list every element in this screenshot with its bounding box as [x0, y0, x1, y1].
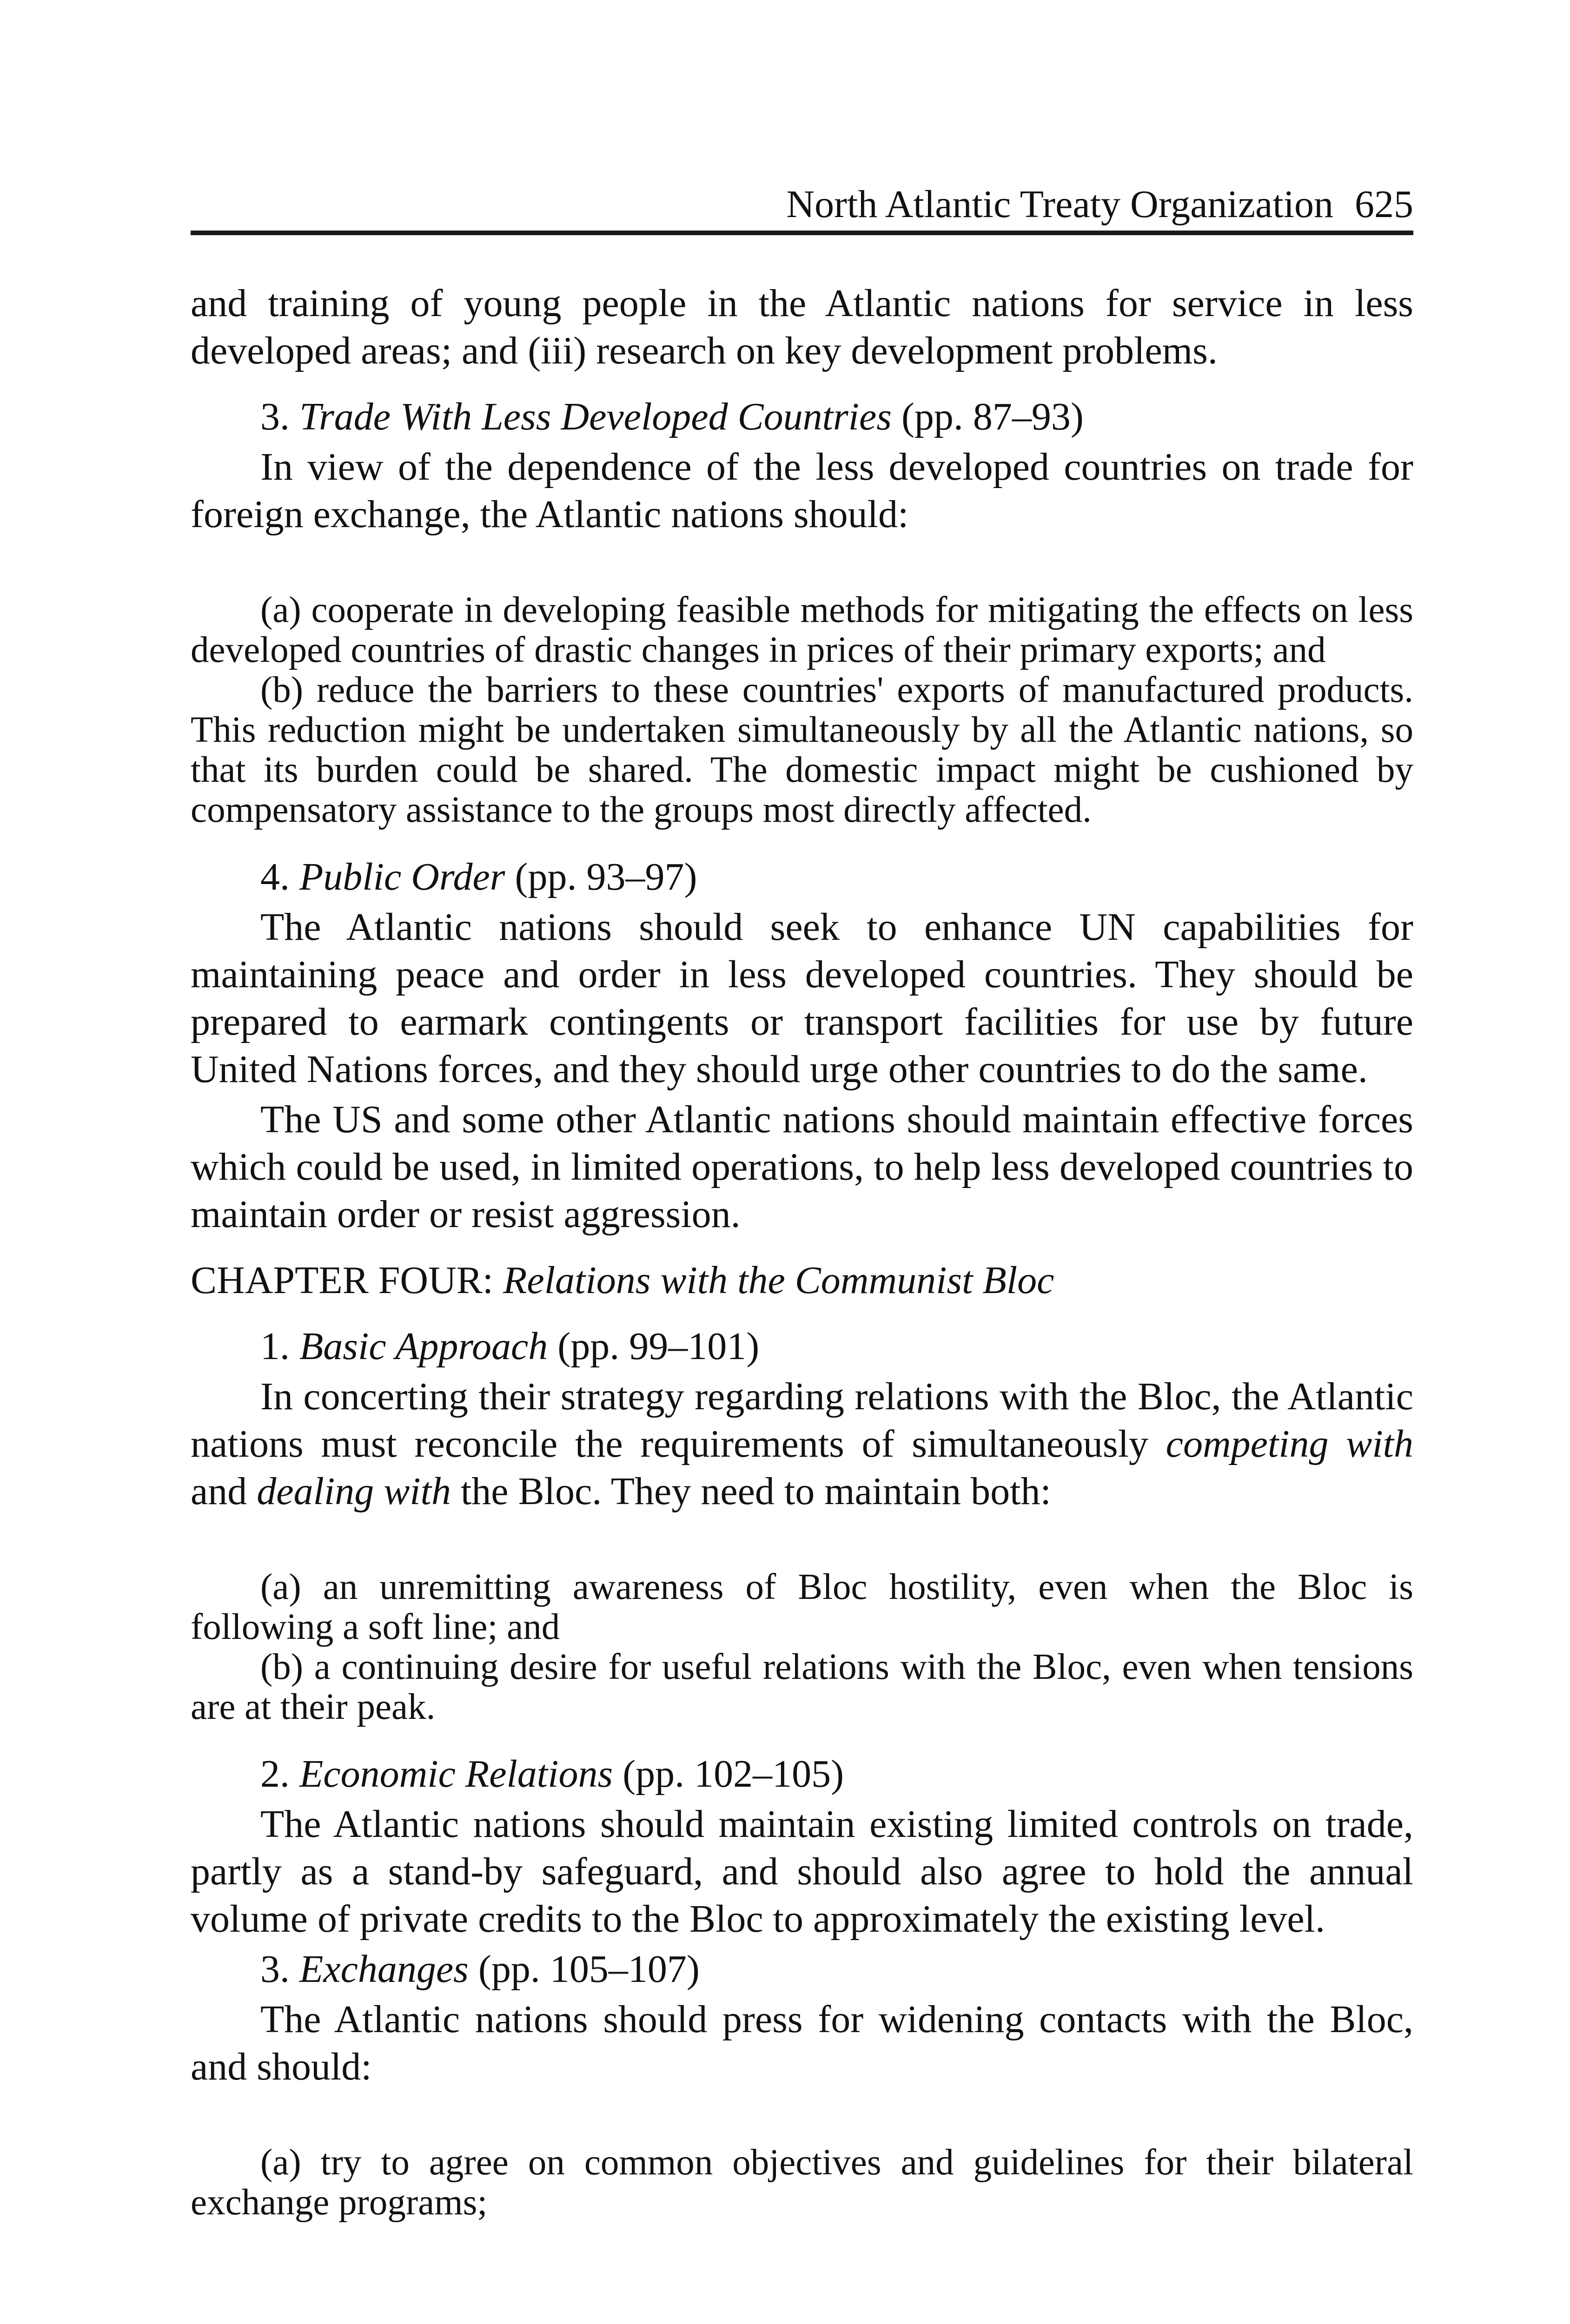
chapter-label: CHAPTER FOUR:: [191, 1259, 503, 1302]
paragraph-public-order-2: The US and some other Atlantic nations should maintain effective forces which could be used, in limited operations, to help less developed countries to maintain order or resist aggression.: [191, 1098, 1413, 1236]
list-item-b-bloc: (b) a continuing desire for useful relations with the Bloc, even when tensions are at their peak.: [191, 1647, 1413, 1727]
section-title: Economic Relations: [299, 1752, 613, 1796]
paragraph-trade-intro: In view of the dependence of the less developed countries on trade for foreign exchange, the Atlantic nations should:: [191, 445, 1413, 536]
running-head: [191, 167, 1413, 231]
section-number: 2.: [260, 1752, 299, 1796]
section-pages: (pp. 102–105): [613, 1752, 844, 1796]
list-item-a-exchanges: (a) try to agree on common objectives and guidelines for their bilateral exchange programs;: [191, 2142, 1413, 2223]
paragraph-public-order-1: The Atlantic nations should seek to enhance UN capabilities for maintaining peace and order in less developed countries. They should be prepared to earmark contingents or transport facilities for use by future United Nations forces, and they should urge other countries to do the same.: [191, 905, 1413, 1091]
running-title: North Atlantic Treaty Organization: [786, 183, 1333, 226]
section-pages: (pp. 93–97): [505, 855, 697, 898]
paragraph-exchanges: The Atlantic nations should press for widening contacts with the Bloc, and should:: [191, 1998, 1413, 2088]
section-title: Public Order: [299, 855, 505, 898]
header-rule: [191, 231, 1413, 235]
list-item-b-trade: (b) reduce the barriers to these countries' exports of manufactured products. This reduction might be undertaken simultaneously by all the Atlantic nations, so that its burden could be shared. The domestic impact might be cushioned by compensatory assistance to the groups most directly affected.: [191, 670, 1413, 830]
paragraph-continued: and training of young people in the Atlantic nations for service in less developed areas; and (iii) research on key development problems.: [191, 282, 1413, 372]
section-heading-basic-approach: [191, 1323, 1413, 1370]
paragraph-economic-relations: The Atlantic nations should maintain existing limited controls on trade, partly as a stand-by safeguard, and should also agree to hold the annual volume of private credits to the Bloc to approximately the existing level.: [191, 1802, 1413, 1941]
section-pages: (pp. 99–101): [548, 1325, 760, 1368]
section-heading-trade: [191, 393, 1413, 441]
chapter-heading: [191, 1257, 1413, 1304]
paragraph-basic-approach: In concerting their strategy regarding relations with the Bloc, the Atlantic nations must reconcile the requirements of simultaneously competing with and dealing with the Bloc. They need to maintain both:: [191, 1375, 1413, 1513]
section-pages: (pp. 105–107): [468, 1948, 700, 1991]
section-title: Basic Approach: [299, 1325, 548, 1368]
section-pages: (pp. 87–93): [891, 395, 1084, 438]
section-heading-public-order: [191, 853, 1413, 901]
section-heading-exchanges: [191, 1946, 1413, 1993]
section-title: Trade With Less Developed Countries: [299, 395, 892, 438]
section-number: 3.: [260, 395, 299, 438]
section-number: 1.: [260, 1325, 299, 1368]
section-number: 4.: [260, 855, 299, 898]
book-page: [191, 167, 1413, 2223]
list-item-a-bloc: (a) an unremitting awareness of Bloc hostility, even when the Bloc is following a soft line; and: [191, 1567, 1413, 1647]
chapter-title: Relations with the Communist Bloc: [503, 1259, 1054, 1302]
section-number: 3.: [260, 1948, 299, 1991]
section-title: Exchanges: [299, 1948, 469, 1991]
page-number: 625: [1355, 183, 1413, 226]
section-heading-economic-relations: [191, 1750, 1413, 1798]
list-item-a-trade: (a) cooperate in developing feasible methods for mitigating the effects on less developed countries of drastic changes in prices of their primary exports; and: [191, 590, 1413, 670]
